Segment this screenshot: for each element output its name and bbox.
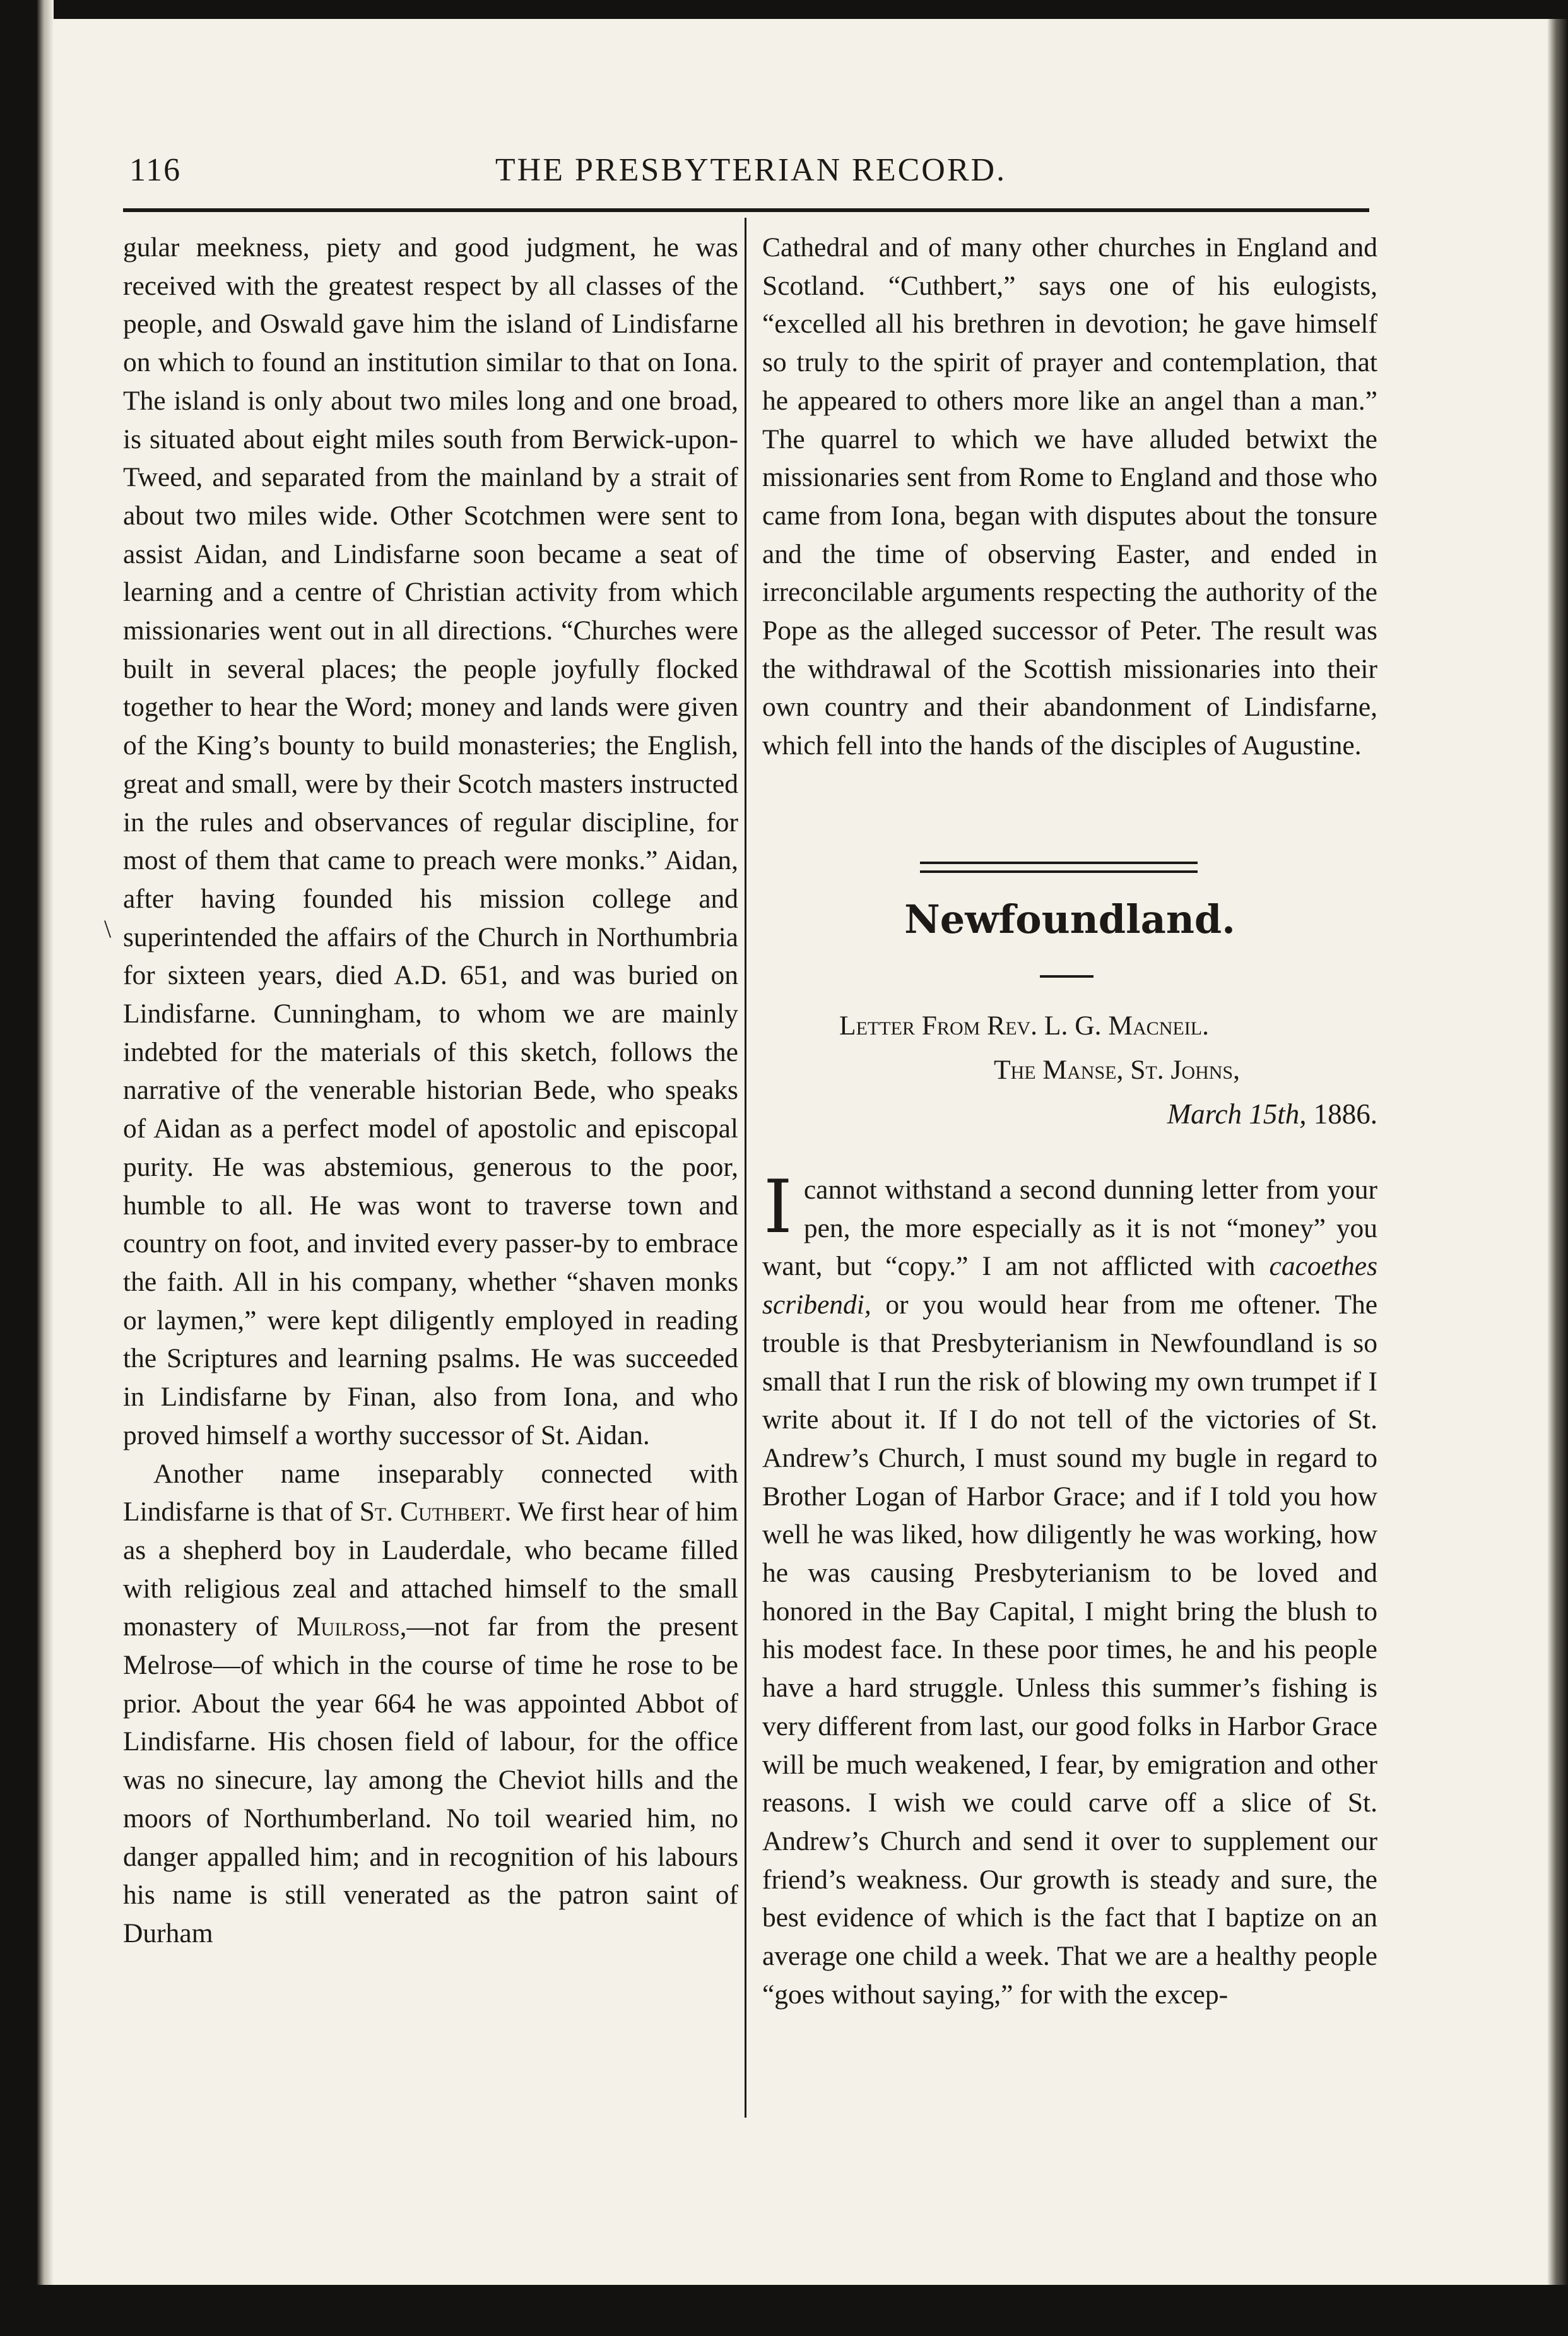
letter-heading: Letter From Rev. L. G. Macneil. bbox=[839, 1011, 1209, 1041]
section-title: Newfoundland. bbox=[904, 896, 1235, 942]
letter-body bbox=[762, 1165, 1378, 2013]
left-paragraph-1: gular meekness, piety and good judgment, he was received with the greatest respect by all classes of the people, and Oswald gave him the island of Lindisfarne on which to found an institution similar to that on Iona. The island is only about two miles long and one broad, is situated about eight miles south from Berwick-upon-Tweed, and separated from the mainland by a strait of about two miles wide. Other Scotchmen were sent to assist Aidan, and Lindisfarne soon became a seat of learning and a centre of Christian activity from which missionaries went out in all directions. “Churches were built in several places; the people joyfully flocked together to hear the Word; money and lands were given of the King’s bounty to build monasteries; the English, great and small, were by their Scotch masters instructed in the rules and observances of regular discipline, for most of them that came to preach were monks.” Aidan, after having founded his mission college and superintended the affairs of the Church in Northumbria for sixteen years, died A.D. 651, and was buried on Lindisfarne. Cunningham, to whom we are mainly indebted for the materials of this sketch, follows the narrative of the venerable historian Bede, who speaks of Aidan as a perfect model of apostolic and episcopal purity. He was abstemious, generous to the poor, humble to all. He was wont to traverse town and country on foot, and invited every passer-by to embrace the faith. All in his company, whether “shaven monks or laymen,” were kept diligently employed in reading the Scriptures and learning psalms. He was succeeded in Lindisfarne by Finan, also from Iona, and who proved himself a worthy successor of St. Aidan. bbox=[123, 232, 738, 1450]
page-header bbox=[129, 151, 1372, 196]
letter-text-1: cannot withstand a second dunning letter from your pen, the more especially as it is not “money” you want, but “copy.” I am not afflicted with bbox=[762, 1175, 1377, 1282]
letter-date bbox=[762, 1095, 1377, 1133]
letter-text-2: or you would hear from me oftener. The trouble is that Presbyterianism in Newfoundland is so small that I run the risk of blowing my own trumpet if I write about it. If I do not tell of the victories of St. Andrew’s Church, I must sound my bugle in regard to Brother Logan of Harbor Grace; and if I told you how well he was liked, how diligently he was working, how he was causing Presbyterianism to be loved and honored in the Bay Capital, I might bring the blush to his modest face. In these poor times, he and his people have a hard struggle. Unless this summer’s fishing is very different from last, our good folks in Harbor Grace will be much weakened, I fear, by emigration and other reasons. I wish we could carve off a slice of St. Andrew’s Church and send it over to supplement our friend’s weakness. Our growth is steady and sure, the best evidence of which is the fact that I baptize on an average one child a week. That we are a healthy people “goes without saying,” for with the excep- bbox=[762, 1290, 1378, 2010]
letter-paragraph bbox=[762, 1165, 1378, 2013]
left-column bbox=[123, 228, 738, 1953]
left-paragraph-2 bbox=[123, 1455, 738, 1953]
letter-italic-phrase: cacoethes scribendi, bbox=[762, 1251, 1378, 1320]
left-paragraph-2-mid: We first hear of him as a shepherd boy in Lauderdale, who became filled with religious zeal and attached himself to the small monastery of bbox=[123, 1497, 738, 1642]
section-short-rule bbox=[1040, 975, 1093, 978]
column-divider bbox=[745, 218, 746, 2118]
right-paragraph-1: Cathedral and of many other churches in England and Scotland. “Cuthbert,” says one of his eulogists, “excelled all his brethren in devotion; he gave himself so truly to the spirit of prayer and contemplation, that he appeared to others more like an angel than a man.” The quarrel to which we have alluded betwixt the missionaries sent from Rome to England and those who came from Iona, began with disputes about the tonsure and the time of observing Easter, and ended in irreconcilable arguments respecting the authority of the Pope as the alleged successor of Peter. The result was the withdrawal of the Scottish missionaries into their own country and their abandonment of Lindisfarne, which fell into the hands of the disciples of Augustine. bbox=[762, 232, 1377, 761]
page-number: 116 bbox=[129, 152, 182, 188]
left-paragraph-2-start: Another name inseparably connected with Lindisfarne is that of bbox=[123, 1458, 738, 1527]
right-column bbox=[762, 228, 1377, 765]
letter-place: The Manse, St. Johns, bbox=[994, 1055, 1240, 1085]
letter-date-year: 1886. bbox=[1313, 1098, 1377, 1130]
st-cuthbert-name: St. Cuthbert. bbox=[359, 1497, 512, 1527]
left-paragraph-2-end: —not far from the present Melrose—of which in the course of time he rose to be prior. About the year 664 he was appointed Abbot of Lindisfarne. His chosen field of labour, for the office was no sinecure, lay among the Cheviot hills and the moors of Northumberland. No toil wearied him, no danger appalled him; and in recognition of his labours his name is still venerated as the patron saint of Durham bbox=[123, 1611, 738, 1948]
section-double-rule bbox=[920, 862, 1198, 873]
scan-border-right bbox=[1547, 19, 1568, 2285]
marginal-mark: \ bbox=[104, 915, 112, 943]
scan-border-top bbox=[0, 0, 1568, 19]
header-rule bbox=[123, 208, 1369, 212]
scan-border-bottom bbox=[0, 2285, 1568, 2336]
muilross-name: Muilross, bbox=[296, 1611, 407, 1642]
drop-cap: I bbox=[763, 1165, 793, 1250]
letter-date-day: March 15th, bbox=[1167, 1098, 1307, 1130]
scan-border-left bbox=[0, 0, 54, 2336]
running-title: THE PRESBYTERIAN RECORD. bbox=[495, 152, 1007, 188]
